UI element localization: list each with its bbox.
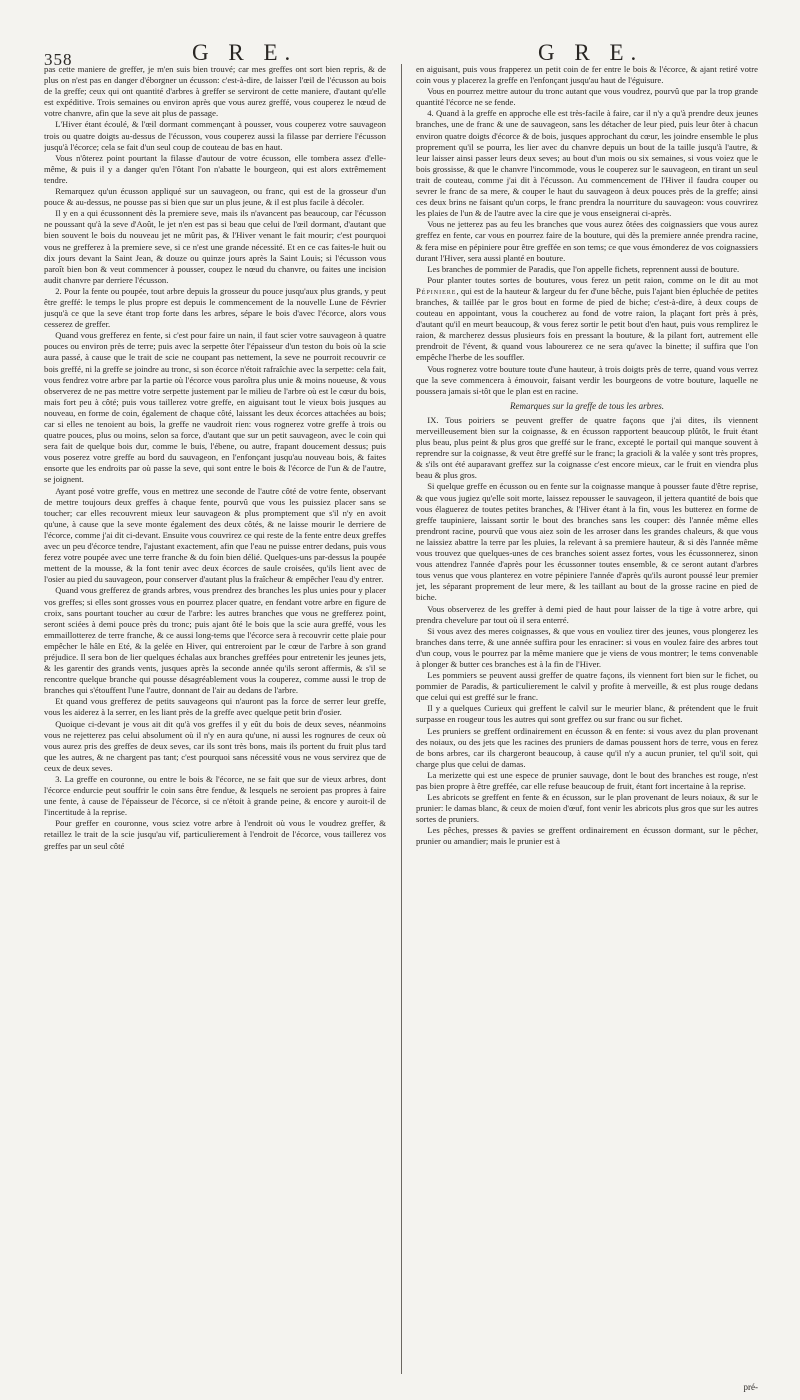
paragraph: en aiguisant, puis vous frapperez un petit coin de fer entre le bois & l'écorce, & ajant retiré votre coin vous y placerez la greffe en l'enfonçant jusqu'au haut de l'éguisure. (416, 64, 758, 86)
text-columns (44, 64, 758, 1380)
right-column (416, 64, 758, 1380)
page-number: 358 (44, 50, 73, 69)
paragraph: Ayant posé votre greffe, vous en mettrez une seconde de l'autre côté de votre fente, observant de mettre toujours deux greffes à chaque fente, pourvû que vous les puissiez placer sans se toucher; car elles recouvrent mieux leur sauvageon & plus promptement que s'il n'y en avoit qu'une, à cause que la seve monte également des deux côtés, & ne laisse mourir le derriere de l'écorce, comme j'ai dit ci-devant. Ensuite vous couvrirez ce qui reste de la fente entre deux greffes avec un peu d'écorce tendre, l'ajustant exactement, afin que l'eau ne puisse entrer dedans, puis vous ferez votre poupée avec une terre franche & du foin bien délié. Quelques-uns par-dessus la poupée mettent de la mousse, & la font tenir avec deux écorces de saule croisées, qu'ils lient avec de l'osier au pied du sauvageon, pour conserver d'autant plus la fraîcheur & empêcher l'eau d'y entrer. (44, 485, 386, 585)
paragraph: Les branches de pommier de Paradis, que l'on appelle fichets, reprennent aussi de bouture. (427, 263, 740, 274)
paragraph: Quand vous grefferez de grands arbres, vous prendrez des branches les plus unies pour y placer vos greffes; si elles sont grosses vous en pourrez placer quatre, en fendant votre arbre en figure de croix, sans pourtant toucher au cœur de l'arbre: les autres branches que vous ne grefferez point, seront sciées à demi pouce près du tronc; puis ajant ôté le bois que la scie aura greffé, vous les emmaillotterez de terre franche, & ce aussi long-tems que l'écorce sera à recouvrir cette plaie pour empêcher le hâle en Eté, & la gelée en Hiver, qui entreroient par le cœur de l'arbre à son grand préjudice. Il sera bon de lier quelques échalas aux branches greffées pour entretenir les jeunes jets, & les garentir des grands vents, jusques après la seconde année qu'ils seront affermis, & s'il se rencontre quelque branche qui pousse désagréablement vous la couperez, comme aussi le trop de branches qui s'étouffent l'une l'autre, donnant de l'air au dedans de l'arbre. (44, 585, 386, 696)
paragraph: Les abricots se greffent en fente & en écusson, sur le plan provenant de leurs noiaux, & sur le prunier: le damas blanc, & ceux de moien d'œuf, font venir les abricots plus gros que sur les autres sortes de pruniers. (416, 792, 758, 825)
paragraph: Les pêches, presses & pavies se greffent ordinairement en écusson dormant, sur le pêcher, prunier ou amandier; mais le prunier est à (416, 825, 758, 847)
paragraph: Remarquez qu'un écusson appliqué sur un sauvageon, ou franc, qui est de la grosseur d'un pouce & au-dessus, ne pousse pas si bien que sur un plus jeune, & il est plus facile à décoler. (44, 186, 386, 208)
paragraph: Il y en a qui écussonnent dès la premiere seve, mais ils n'avancent pas beaucoup, car l'écusson ne poussant qu'à la seve d'Août, le jet n'en est pas si beau que celui de l'œil dormant, d'autant que bien souvent le bois du nouveau jet ne mûrit pas, & l'Hiver venant le fait mourir; c'est pourquoi vous ne grefferez à la premiere seve, si ce n'est une grande nécessité. Et en ce cas faites-le huit ou dix jours devant la Saint Jean, & douze ou quinze jours après la Saint Louis; si l'écusson vous paroît bien bon & veut commencer à pousser, coupez le nœud du chanvre, ou faites une incision audit chanvre par derriere l'écusson. (44, 208, 386, 285)
paragraph: Si quelque greffe en écusson ou en fente sur la coignasse manque à pousser faute d'être reprise, & que vous jugiez qu'elle soit morte, laissez repousser le sauvageon, il jettera quantité de bois que vous élaguerez de toutes petites branches, & l'Hiver étant à la fin, vous les butterez en forme de greffe taupiniere, laissant sortir le bout des branches sans les couper: dès l'année même elles prendront racine, pourvû que vous aiez soin de les arroser dans les grandes chaleurs, & que vous ne laissiez abattre la terre par les pluies, la relevant à sa premiere hauteur, & si dès l'année même vous trouvez que quelques-unes de ces branches soient assez fortes, vous les écussonnerez, sinon vous attendrez l'année d'après pour les écussonner toutes ensemble, & ce seront autant d'arbres tous venus que vous planterez en votre pépiniere l'année d'après qu'ils auront poussé leur premier jet, les séparant proprement de leur mere, & les taillant au bout de la grosse racine en pied de biche. (416, 481, 758, 603)
paragraph: Et quand vous grefferez de petits sauvageons qui n'auront pas la force de serrer leur greffe, vous les aiderez à la serrer, en les liant près de la greffe avec quelque petit brin d'osier. (44, 696, 386, 718)
paragraph-text: Pour planter toutes sortes de boutures, vous ferez un petit raion, comme on le dit au mot (427, 274, 758, 285)
paragraph: Il y a quelques Curieux qui greffent le calvil sur le meurier blanc, & prétendent que le fruit surpasse en rougeur tous les autres qui sont greffez ou sur franc ou sur fichet. (416, 703, 758, 725)
paragraph: IX. Tous poiriers se peuvent greffer de quatre façons que j'ai dites, ils viennent merveilleusement bien sur la coignasse, & en écusson rapportent beaucoup plûtôt, le fruit étant plus beau, plus peint & plus gros que greffé sur le franc, excepté le portail qui manque souvent à reprendre sur la coignasse, & veut être greffé sur le franc; la gracioli & la valée y sont très propres, & s'ils ont été auparavant greffez sur la coignasse c'est encore mieux, car le fruit en viendra plus beau & plus gros. (416, 414, 758, 481)
left-column (44, 64, 386, 1380)
running-head-left: G R E. (192, 40, 298, 65)
paragraph: Quand vous grefferez en fente, si c'est pour faire un nain, il faut scier votre sauvageon à quatre pouces ou environ près de terre; puis avec la serpette ôter l'épaisseur d'un teston du bois où la scie aura passé, à cause que le trait de scie ne coupant pas nettement, la seve ne pourroit recouvrir ce bois greffé, ni la greffe se joindre au tronc, si son écorce n'étoit rafraîchie avec la serpette: cela fait, vous fendrez votre arbre par la partie où l'écorce vous paroîtra plus unie & moins noueuse, & vous observerez de ne pas mettre votre serpette justement par le milieu de l'arbre où est le cœur du bois, mais fort peu à côté; puis vous taillerez votre greffe, en aiguisant tout le vieux bois jusques au nouveau, en forme de coin, également de chaque côté, laissant les deux écorces attachées au bois; car si elles ne tenoient au bois, la greffe ne vaudroit rien: vous rognerez votre greffe à trois ou quatre pouces, plus ou moins, selon sa force, d'autant que sur un petit sauvageon, avec le coin qui sera fait de quelque bois dur, comme le buis, l'ébene, ou autre, frapant doucement dessus; puis vous poserez votre greffe au bord du sauvageon, en l'enfonçant jusqu'au nouveau bois, & faites ensorte que les endroits par où passe la seve, qui sont entre le bois & l'écorce de l'un & de l'autre, se joignent. (44, 330, 386, 485)
paragraph: 3. La greffe en couronne, ou entre le bois & l'écorce, ne se fait que sur de vieux arbres, dont l'écorce endurcie peut souffrir le coin sans être fendue, & lesquels ne seroient pas propres à faire une fente, à cause de l'épaisseur de l'écorce, si ce n'étoit à grande peine, & encore y auroit-il de l'incertitude à la reprise. (44, 774, 386, 818)
paragraph: Vous rognerez votre bouture toute d'une hauteur, à trois doigts près de terre, quand vous verrez que la seve commencera à émouvoir, faisant verdir les bourgeons de votre bouture, laquelle ne poussera jamais si-tôt que le plan est en racine. (416, 363, 758, 396)
paragraph: Vous en pourrez mettre autour du tronc autant que vous voudrez, pourvû que par la trop grande quantité l'écorce ne se fende. (416, 86, 758, 108)
paragraph: Les pruniers se greffent ordinairement en écusson & en fente: si vous avez du plan provenant des noiaux, ou des jets que les racines des pruniers de damas poussent hors de terre, vous en ferez de bons arbres, car ils chargeront beaucoup, à cause qu'il n'y a aucun prunier, tel qu'il soit, qui charge plus que celui de damas. (416, 725, 758, 769)
paragraph: Vous n'ôterez point pourtant la filasse d'autour de votre écusson, elle tombera assez d'elle-même, & puis il y a danger qu'en l'ôtant l'on n'abatte le bourgeon, qui est alors extrêmement tendre. (44, 152, 386, 185)
paragraph: La merizette qui est une espece de prunier sauvage, dont le bout des branches est rouge, n'est pas bien propre à être greffée, car elle refuse beaucoup de fruit, étant fort incertaine à la reprise. (416, 769, 758, 791)
paragraph: Les pommiers se peuvent aussi greffer de quatre façons, ils viennent fort bien sur le fichet, ou pommier de Paradis, & particulierement le calvil y profite à merveille, & est plus rouge dedans que celui qui est greffé sur le franc. (416, 670, 758, 703)
catchword: pré- (743, 1382, 758, 1392)
paragraph (416, 275, 758, 364)
paragraph: Pour greffer en couronne, vous sciez votre arbre à l'endroit où vous le voudrez greffer, & retaillez le trait de la scie jusqu'au vif, particulierement à l'endroit de l'écorce, vous taillerez vos greffes par un seul côté (44, 818, 386, 851)
running-head-right: G R E. (538, 40, 644, 65)
paragraph-text: , qui est de la hauteur & largeur du fer d'une bêche, puis l'ajant bien épluchée de petites branches, & taillée par le gros bout en forme de pied de biche; c'est-à-dire, à deux coups de couteau en appointant, vous la coucherez au fond de votre raion, la plaçant fort près à près, d'autant qu'il en meurt beaucoup, & vous ferez sortir le petit bout d'en haut, puis vous remplirez le raion, & marcherez dessus plusieurs fois en pressant la bouture, & la pilant fort, autrement elle prendroit de l'évent, & quand vous labourerez ce ne sera qu'avec la binette; il suffira que l'on empêche l'herbe de les souffler. (416, 285, 758, 363)
paragraph: Quoique ci-devant je vous ait dit qu'à vos greffes il y eût du bois de deux seves, néanmoins vous ne rejetterez pas celui absolument où il n'y en aura qu'une, ni aussi les rognures de ceux où vous aurez pris des greffes de deux seves, car ils sont très bons, mais ils portent du fruit plus tard que les autres, & ne chargent pas tant; c'est pourquoi sans nécessité vous ne vous servirez que de ceux de deux seves. (44, 718, 386, 773)
section-title: Remarques sur la greffe de tous les arbres. (510, 400, 664, 411)
paragraph: L'Hiver étant écoulé, & l'œil dormant commençant à pousser, vous couperez votre sauvageon trois ou quatre doigts au-dessus de l'écusson, vous couperez aussi la filasse par derriere l'écusson jusqu'à l'écorce; cela se fait d'un seul coup de couteau de bas en haut. (44, 119, 386, 152)
paragraph: 2. Pour la fente ou poupée, tout arbre depuis la grosseur du pouce jusqu'aux plus grands, y peut être greffé: le temps le plus propre est depuis le commencement de la nouvelle Lune de Février jusqu'à ce que la seve étant trop forte dans les arbres, sépare le bois d'avec l'écorce, alors vous cesserez de greffer. (44, 285, 386, 330)
paragraph: Vous observerez de les greffer à demi pied de haut pour laisser de la tige à votre arbre, qui prendra chevelure par tout où il sera enterré. (416, 603, 758, 625)
paragraph: 4. Quand à la greffe en approche elle est très-facile à faire, car il n'y a qu'à prendre deux jeunes branches, une de franc & une de sauvageon, sans les détacher de leur pied, puis leur ôter à chacun environ quatre doigts d'écorce & de bois, jusques approchant du cœur, les joindre ensemble le plus proprement qu'il se pourra, les lier avec du chanvre depuis un bout de la taille jusqu'à l'autre, & leur laisser ainsi passer leurs deux seves; au bout d'un mois ou six semaines, si vous voiez que le bois grossisse, & que le chanvre l'incommode, vous le couperez sur le sauvageon, en tirant un seul trait de couteau, comme j'ai dit à l'écusson. Au commencement de l'Hiver il faudra couper ou sevrer le franc de sa mere, & couper le haut du sauvageon à deux pouces près de la greffe; ainsi ces deux brins ne faisant qu'un corps, le franc prendra la nourriture du sauvageon: vous couvrirez les plaies de l'un & de l'autre avec la cire que je vous enseignerai ci-après. (416, 108, 758, 219)
cross-reference-term: Pépiniere (416, 285, 457, 296)
paragraph: Vous ne jetterez pas au feu les branches que vous aurez ôtées des coignassiers que vous aurez greffez en fente, car vous en pourrez faire de la bouture, qui dès la premiere année prendra racine, & fera mise en pépiniere pour être greffée en son tems; ce que vous émonderez de vos coignassiers durant l'Hiver, sera aussi planté en bouture. (416, 219, 758, 263)
paragraph: Si vous avez des meres coignasses, & que vous en vouliez tirer des jeunes, vous plongerez les branches dans terre, & une année suffira pour les enraciner: si vous en voulez faire des arbres tout d'un coup, vous le pourrez par la même maniere que je viens de vous montrer; le tems convenable à plonger & butter ces branches est à la fin de l'Hiver. (416, 625, 758, 669)
paragraph: pas cette maniere de greffer, je m'en suis bien trouvé; car mes greffes ont sort bien repris, & de plus on n'est pas en danger d'éborgner un écusson: c'est-à-dire, de laisser l'œil de l'écusson au bois de la greffe; ceux qui ont quantité d'arbres à greffer se serviront de cette maniere, d'autant qu'elle est expéditive. Trois semaines ou environ après que vous aurez greffé, vous couperez le nœud de votre chanvre, afin que la seve ait plus de passage. (44, 64, 386, 119)
